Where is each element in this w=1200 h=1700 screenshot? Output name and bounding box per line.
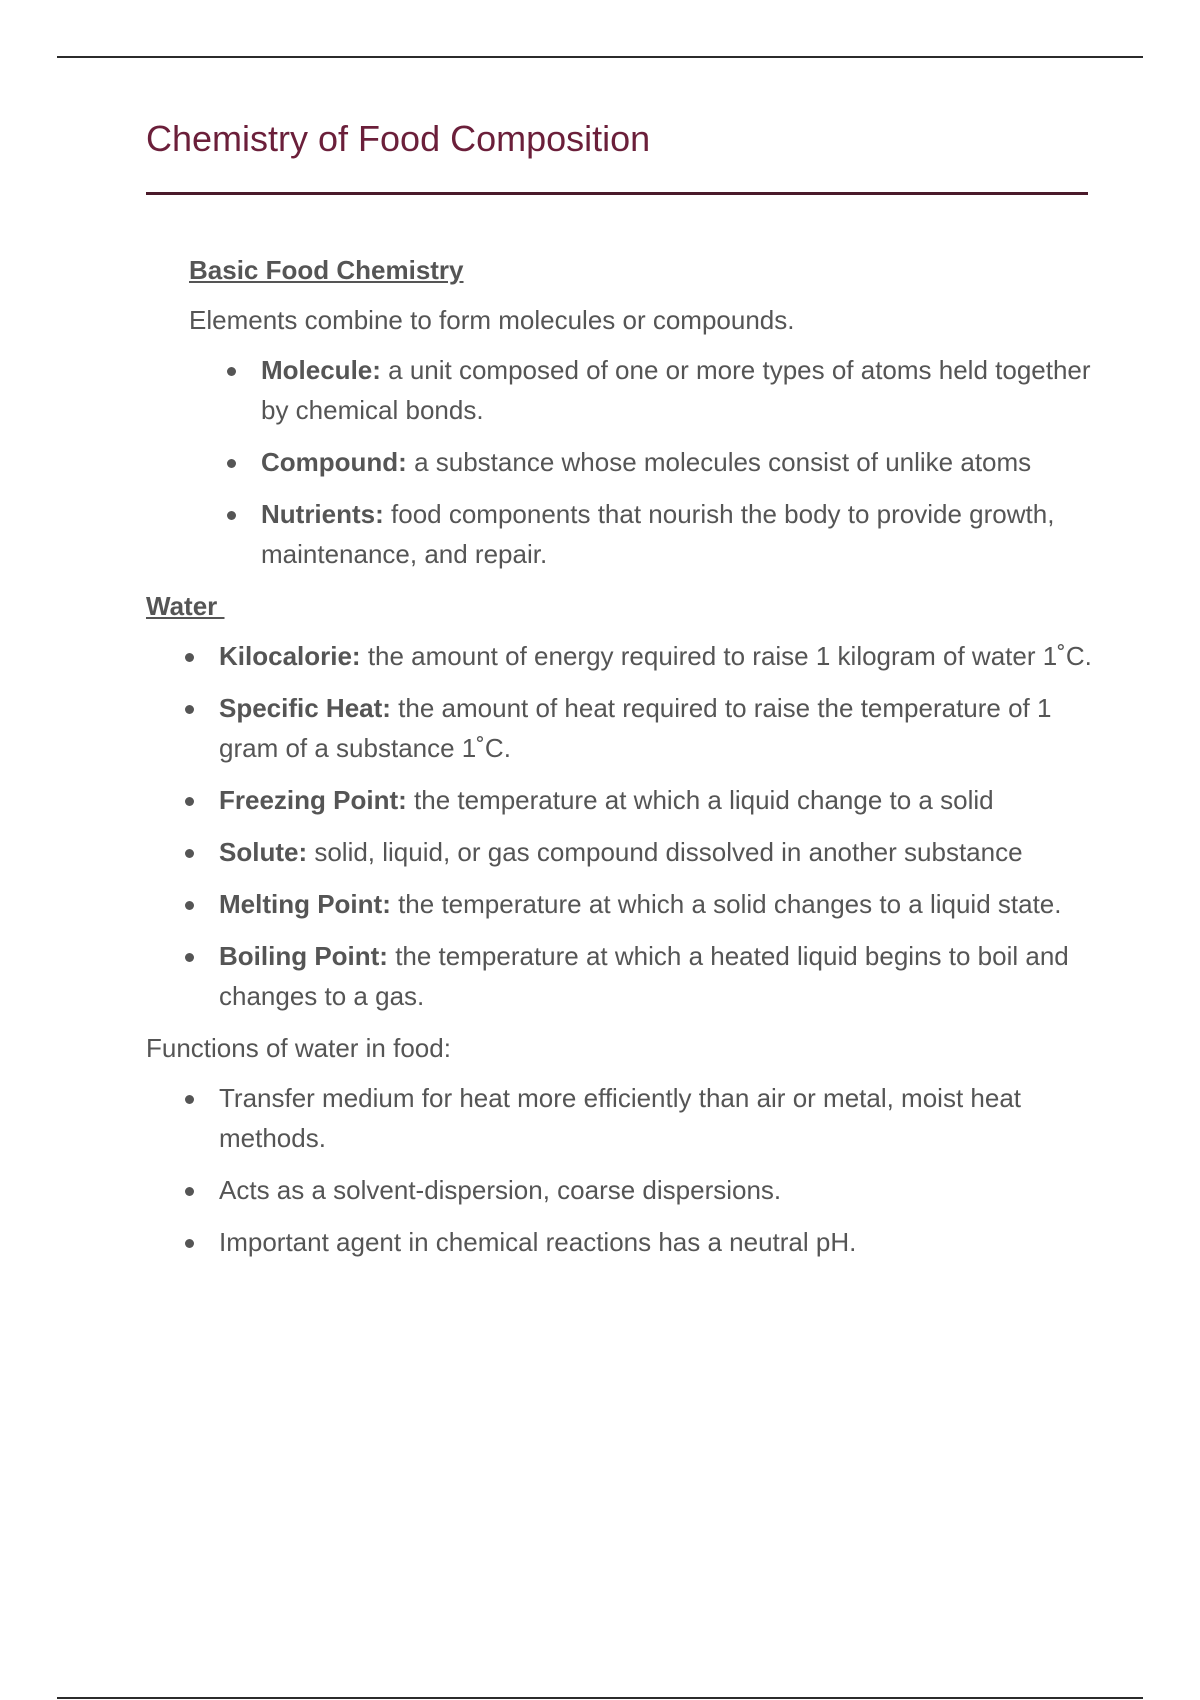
- bullet-icon: [185, 653, 194, 662]
- definition-term: Molecule:: [261, 355, 381, 385]
- definition-term: Compound:: [261, 447, 407, 477]
- bullet-icon: [185, 1187, 194, 1196]
- list-item: [146, 1170, 1096, 1210]
- list-item: [146, 442, 1096, 482]
- bullet-icon: [185, 1239, 194, 1248]
- definition-text: the amount of energy required to raise 1 kilogram of water 1˚C.: [360, 641, 1092, 671]
- definition-text: solid, liquid, or gas compound dissolved in another substance: [307, 837, 1023, 867]
- definition-term: Solute:: [219, 837, 308, 867]
- bullet-icon: [227, 459, 236, 468]
- definition-term: Melting Point:: [219, 889, 391, 919]
- definition-text: the temperature at which a solid changes to a liquid state.: [390, 889, 1062, 919]
- bullet-icon: [227, 511, 236, 520]
- bullet-icon: [185, 901, 194, 910]
- list-item: [146, 350, 1096, 430]
- list-item: [146, 832, 1096, 872]
- bullet-icon: [185, 797, 194, 806]
- section-heading-water: Water: [146, 591, 225, 621]
- bullet-icon: [227, 367, 236, 376]
- page-top-rule: [57, 56, 1143, 58]
- definition-term: Freezing Point:: [219, 785, 407, 815]
- definition-term: Nutrients:: [261, 499, 384, 529]
- function-text: Important agent in chemical reactions has a neutral pH.: [219, 1227, 857, 1257]
- bullet-icon: [185, 1095, 194, 1104]
- water-functions-list: [146, 1078, 1096, 1262]
- list-item: [146, 1222, 1096, 1262]
- function-text: Transfer medium for heat more efficiently than air or metal, moist heat methods.: [219, 1083, 1022, 1153]
- functions-heading: Functions of water in food:: [146, 1033, 451, 1063]
- water-definitions-list: [146, 636, 1096, 1016]
- list-item: [146, 884, 1096, 924]
- list-item: [146, 494, 1096, 574]
- definition-text: food components that nourish the body to provide growth, maintenance, and repair.: [261, 499, 1055, 569]
- definition-text: a unit composed of one or more types of atoms held together by chemical bonds.: [261, 355, 1091, 425]
- document-title: Chemistry of Food Composition: [146, 118, 651, 159]
- bullet-icon: [185, 849, 194, 858]
- title-underline-rule: [146, 192, 1088, 195]
- definition-term: Specific Heat:: [219, 693, 391, 723]
- bullet-icon: [185, 953, 194, 962]
- basic-intro-text: Elements combine to form molecules or compounds.: [189, 305, 795, 335]
- section-heading-basic-food-chemistry: Basic Food Chemistry: [189, 255, 464, 285]
- list-item: [146, 780, 1096, 820]
- definition-text: the temperature at which a liquid change to a solid: [406, 785, 994, 815]
- definition-text: a substance whose molecules consist of unlike atoms: [406, 447, 1032, 477]
- list-item: [146, 636, 1096, 676]
- basic-food-chemistry-section: [189, 250, 1096, 340]
- definition-term: Boiling Point:: [219, 941, 388, 971]
- function-text: Acts as a solvent-dispersion, coarse dispersions.: [219, 1175, 782, 1205]
- basic-definitions-list: [146, 350, 1096, 574]
- bullet-icon: [185, 705, 194, 714]
- definition-text: the amount of heat required to raise the temperature of 1 gram of a substance 1˚C.: [219, 693, 1052, 763]
- definition-term: Kilocalorie:: [219, 641, 361, 671]
- document-body: [146, 250, 1096, 1274]
- definition-text: the temperature at which a heated liquid begins to boil and changes to a gas.: [219, 941, 1069, 1011]
- list-item: [146, 1078, 1096, 1158]
- page-bottom-rule: [57, 1697, 1143, 1699]
- list-item: [146, 936, 1096, 1016]
- list-item: [146, 688, 1096, 768]
